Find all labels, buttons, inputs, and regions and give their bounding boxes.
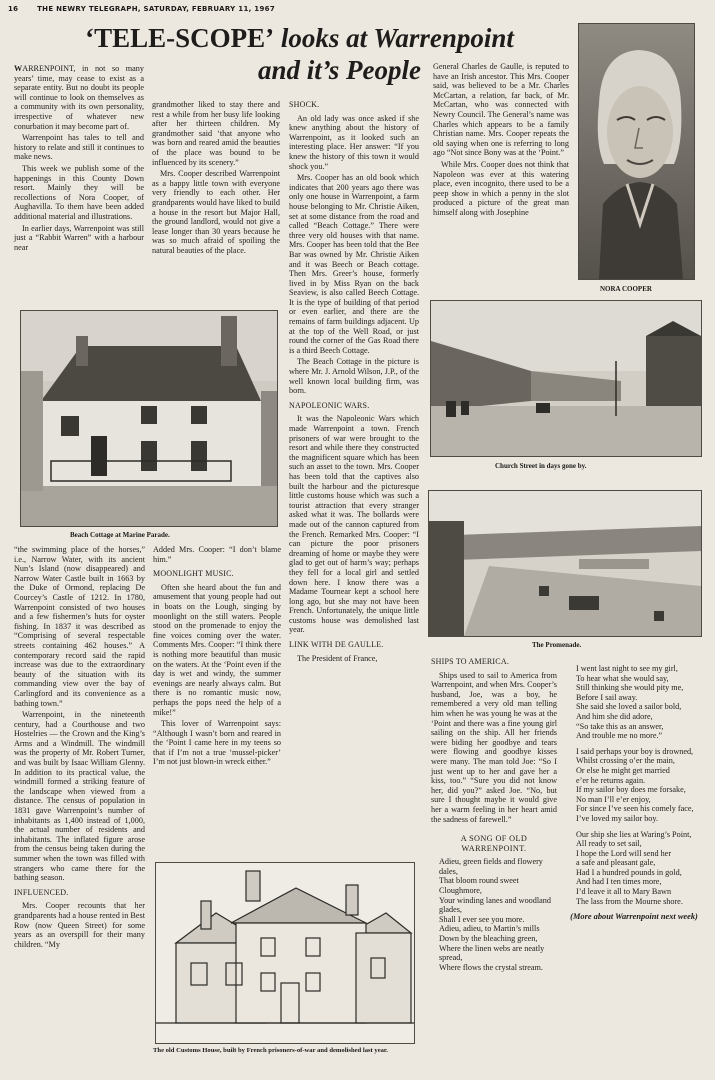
beach-cottage-photo — [20, 310, 278, 527]
poem-stanza3-line: The lass from the Mourne shore. — [576, 896, 683, 906]
poem-stanza3-line: And had I ten times more, — [576, 877, 662, 887]
promenade-image — [429, 491, 701, 636]
caption-promenade: The Promenade. — [532, 641, 582, 649]
headline-quote: ‘TELE-SCOPE’ — [85, 23, 275, 53]
column-4 — [433, 62, 569, 220]
poem-a-line: Shall I ever see you more. — [439, 914, 525, 924]
poem-stanza1-line: Still thinking she would pity me, — [576, 683, 684, 693]
poem-stanza-a — [431, 857, 557, 972]
beach-cottage-p3: The Beach Cottage in the picture is where Mr. J. Arnold Wilson, J.P., of the well known local building firm, was born. — [289, 357, 419, 396]
poem-a-line: Adieu, green fields and flowery dales, — [439, 857, 543, 876]
poem-stanza3-line: I’d leave it all to Mary Bawn — [576, 887, 672, 897]
poem-a-line: Your winding lanes and woodland glades, — [439, 895, 551, 915]
poem-stanza3-line: Had I a hundred pounds in gold, — [576, 867, 682, 877]
caption-beach-cottage: Beach Cottage at Marine Parade. — [70, 531, 170, 539]
blame-p1: Added Mrs. Cooper: “I don’t blame him.” — [153, 545, 281, 564]
customs-house-drawing — [155, 862, 415, 1044]
drop-cap: W — [14, 64, 23, 73]
headline-line1: looks at Warrenpoint — [274, 23, 514, 53]
masthead — [8, 5, 275, 13]
poem-stanza2-line: If my sailor boy does me forsake, — [576, 785, 686, 795]
poem-stanza3-line: a safe and pleasant gale, — [576, 858, 656, 868]
poem-stanza1-line: To hear what she would say, — [576, 673, 669, 683]
moonlight-p2: Often she heard about the fun and amusement that young people had out in boats on the Lough, singing by moonlight on the still waters. People stood on the promenade to enjoy the fine voices coming over the water. Comments Mrs. Cooper: “I think there is nothing more beautiful than music on the waters. At the ‘Point even if the day is wet and windy, the summer evenings are nearly always calm. But there is no romantic music now, perhaps the pops need the help of a mike!” — [153, 582, 281, 717]
caption-portrait: NORA COOPER — [600, 285, 652, 293]
caption-customs-house: The old Customs House, built by French prisoners-of-war and demolished last year. — [153, 1047, 388, 1054]
poem-stanza1-line: And trouble me no more.” — [576, 731, 663, 741]
masthead-title: THE NEWRY TELEGRAPH, SATURDAY, FEBRUARY 11, 1967 — [37, 5, 275, 13]
poem-stanza2-line: Whilst crossing o’er the main, — [576, 756, 675, 766]
history-p2: Warrenpoint, in the nineteenth century, had a Courthouse and two Hostelries — the Crown and the King’s Arms and a Windmill. The windmill was the property of Mr. Robert Turner, and was built by Isaac William Glenny. In addition to its practical value, the windmill formed a striking feature of the landscape when viewed from a distance. The census of population in 1831 gave Warrenpoint’s number of inhabitants as 1,400 instead of 1,000, the actual number of residents and inhabitants. The inflated figure arose from the census being taken during the summer when the town was filled with strangers who came there for the bathing season. — [14, 710, 145, 883]
poem-stanza2-line: e’er he returns again. — [576, 775, 646, 785]
poem-a-line: That bloom round sweet Cloughmore, — [439, 876, 519, 896]
napoleon-peep-show-p2: While Mrs. Cooper does not think that Napoleon was ever at this watering place, even incognito, there used to be a peep show in which a penny in the slot produced a picture of the great man himself along with Josephine — [433, 159, 569, 217]
column-ships — [431, 657, 557, 972]
article-intro-p2: Warrenpoint has tales to tell and history to relate and still it continues to make news. — [14, 133, 144, 162]
article-intro-p4: In earlier days, Warrenpoint was still just a “Rabbit Warren” with a harbour near — [14, 223, 144, 252]
napoleonic-p4: It was the Napoleonic Wars which made Warrenpoint a town. French prisoners of war were brought to the resort and while there they constructed the magnificent square which has been such an asset to the town. Mrs. Cooper has been told that the captives also built the harbour and the picturesque little customs house which was such a tourist attraction that every stranger asked what it was. The bollards were made out of the cannon captured from the French. Remarked Mrs. Cooper: “I can picture the poor prisoners dreaming of home or maybe they were glad to get out of harm’s way; perhaps they fell for a local girl and settled down here. I know there was a Madame Tournear kept a school here long ago, but she may not have been French. Unfortunately, the unique little customs house was demolished last year. — [289, 414, 419, 635]
column-poem — [568, 664, 700, 922]
subhead-napoleonic-wars: NAPOLEONIC WARS. — [289, 400, 370, 410]
subhead-de-gaulle: LINK WITH DE GAULLE. — [289, 640, 384, 650]
poem-stanza1-line: Before I sail away. — [576, 692, 638, 702]
de-gaulle-p5: The President of France, — [297, 653, 378, 663]
beach-cottage-image — [21, 311, 277, 526]
poem-stanza-1 — [568, 664, 700, 741]
article-intro-p1: ARRENPOINT, in not so many years’ time, may cease to exist as a separate entity. But no doubt its people will continue to look on themselves as a community with its own personality, irrespective of whatever new conurbation it may become part of. — [14, 64, 144, 131]
poem-stanza1-line: And him she did adore, — [576, 711, 653, 721]
page-number: 16 — [8, 5, 19, 13]
caption-church-street: Church Street in days gone by. — [495, 462, 587, 470]
poem-a-line: Down by the bleaching green, — [439, 934, 538, 944]
poem-stanza3-line: Our ship she lies at Waring’s Point, — [576, 829, 692, 839]
church-street-photo — [430, 300, 702, 457]
poem-stanza-3 — [568, 830, 700, 907]
portrait-photo — [578, 23, 695, 280]
poem-a-line: Adieu, adieu, to Martin’s mills — [439, 924, 540, 934]
influenced-p3: Mrs. Cooper recounts that her grandparents had a house rented in Best Row (now Queen Street) for some years as an overspill for their many children. “My — [14, 901, 145, 949]
subhead-moonlight-music: MOONLIGHT MUSIC. — [153, 569, 234, 579]
headline-line2: and it’s People — [258, 55, 421, 85]
ships-p1: Ships used to sail to America from Warrenpoint, and when Mrs. Cooper’s husband, Joe, was a boy, he remembered a very old man telling him when he was young he was at the ‘Point and there was a fine young girl sailing on the ship. All her friends were biding her goodbye and tears were flowing and goodbye kisses were many. The man told Joe: “So I just went up to her and gave her a kiss, too.” “Sure you did not know her, did you?” asked Joe. “No, but sure I thought maybe it would give her a warm feeling in her heart amid the sadness of farewell.” — [431, 670, 557, 824]
lover-p3: This lover of Warrenpoint says: “Although I wasn’t born and reared in the ‘Point I came here in my teens so that if I’m not a true ‘mussel-picker’ I’m not just blown-in wreck either.” — [153, 719, 281, 767]
column-2 — [152, 100, 280, 258]
subhead-ships: SHIPS TO AMERICA. — [431, 657, 510, 666]
poem-stanza3-line: All ready to set sail, — [576, 839, 642, 849]
column-1-lower — [14, 545, 145, 951]
poem-stanza1-line: She said she loved a sailor bold, — [576, 702, 682, 712]
portrait-image — [579, 24, 694, 279]
history-p1: “the swimming place of the horses,” i.e., Narrow Water, with its ancient Nun’s Island (now disappeared) and Narrow Water Castle built in 1663 by the Duke of Ormond, replacing De Courcey’s Castle of 1212. In 1780, Warrenpoint consisted of two houses and a few fishermen’s huts for oyster fishing. In 1837 it was described as “Comprising of several respectable streets containing 462 houses.” A contemporary record said the rapid increase was due to the extraordinary beauty of the situation with its commanding view over the bay of Carlingford and its convenience as a bathing town.” — [14, 545, 145, 708]
poem-stanza2-line: No man I’ll e’er enjoy, — [576, 794, 651, 804]
poem-stanza2-line: I’ve loved my sailor boy. — [576, 813, 659, 823]
continued-note: (More about Warrenpoint next week) — [570, 912, 698, 922]
poem-stanza-2 — [568, 747, 700, 824]
subhead-influenced: INFLUENCED. — [14, 887, 69, 897]
column-2-lower — [153, 545, 281, 769]
poem-stanza2-line: Or else he might get married — [576, 765, 670, 775]
customs-house-image — [156, 863, 414, 1043]
poem-stanza2-line: I said perhaps your boy is drowned, — [576, 746, 694, 756]
poem-a-line: Where flows the crystal stream. — [439, 962, 543, 972]
grandmother-p2: Mrs. Cooper described Warrenpoint as a happy little town with everyone very friendly to each other. Her grandparents would have liked to build a house in the resort but Major Hall, the ground landlord, would not give a lease longer than 30 years because he was so much afraid of spoiling the natural beauties of the place. — [152, 169, 281, 255]
subhead-shock: SHOCK. — [289, 100, 320, 109]
shock-p1: An old lady was once asked if she knew anything about the history of Warrenpoint, as it looked such an interesting place. Her answer: “If you knew the history of this town it would shock you.” — [289, 113, 419, 171]
poem-stanza2-line: For since I’ve seen his comely face, — [576, 804, 694, 814]
poem-stanza1-line: “So take this as an answer, — [576, 721, 664, 731]
poem-stanza1-line: I went last night to see my girl, — [576, 664, 678, 673]
de-gaulle-p1: General Charles de Gaulle, is reputed to have an Irish ancestor. This Mrs. Cooper said, was believed to be a Mr. Charles McCartan, a relation, far back, of Mr. McCartan, who was connected with Newry Council. The General’s name was Charles which appears to be a family Christian name. Mrs. Cooper repeats the old saying when one is referring to long ago “Not since Bony was at the ‘Point.” — [433, 62, 569, 158]
column-3 — [289, 100, 419, 665]
grandmother-p1: grandmother liked to stay there and rest a while from her busy life looking after her thirteen children. My grandmother said ‘that anyone who was born and reared amid the beauties of the place was bound to be influenced by its scenery.” — [152, 100, 280, 167]
church-street-image — [431, 301, 701, 456]
promenade-photo — [428, 490, 702, 637]
book-p2: Mrs. Cooper has an old book which indicates that 200 years ago there was only one house in Warrenpoint, a farm house belonging to Mr. Christie Aiken, set at some distance from the road and called “Beach Cottage.” There were three very old houses with that name. Mrs. Cooper has been told that the Bee Bar was owned by Mr. Christie Aiken and it was Beech or Beach cottage. Then Mrs. Greer’s house, formerly lived in by Miss Ryan on the back Seaview, is also called Beech Cottage. It is the type of building of that period or even earlier, and there are the remains of farm buildings adjacent. Up at the top of the Well Road, or just round the corner of the Gas Road there is a third Beech Cottage. — [289, 173, 419, 355]
article-intro-p3: This week we publish some of the happenings in this County Down resort. Mainly they will be recollections of Nora Cooper, of Aughavilla. To them have been added additional material and illustrations. — [14, 163, 144, 221]
column-1 — [14, 64, 144, 254]
poem-title: A SONG OF OLD WARRENPOINT. — [460, 834, 528, 853]
poem-a-line: Where the linen webs are neatly spread, — [439, 943, 545, 963]
poem-stanza3-line: I hope the Lord will send her — [576, 848, 672, 858]
